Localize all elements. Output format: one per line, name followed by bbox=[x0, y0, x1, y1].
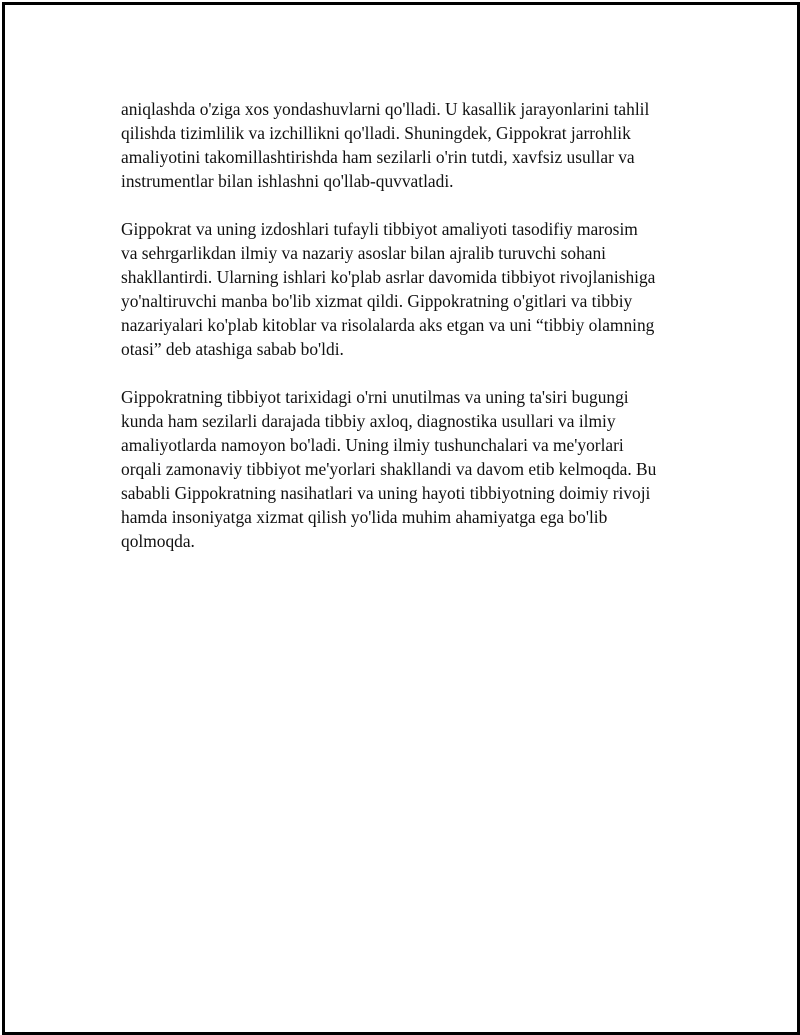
paragraph-1: aniqlashda o'ziga xos yondashuvlarni qo'lladi. U kasallik jarayonlarini tahlil qilishda tizimlilik va izchillikni qo'lladi. Shuningdek, Gippokrat jarrohlik amaliyotini takomillashtirishda ham sezilarli o'rin tutdi, xavfsiz usullar va instrumentlar bilan ishlashni qo'llab-quvvatladi. bbox=[121, 99, 650, 191]
page-frame bbox=[2, 2, 800, 1035]
paragraph-2: Gippokrat va uning izdoshlari tufayli tibbiyot amaliyoti tasodifiy marosim va sehrgarlikdan ilmiy va nazariy asoslar bilan ajralib turuvchi sohani shakllantirdi. Ularning ishlari ko'plab asrlar davomida tibbiyot rivojlanishiga yo'naltiruvchi manba bo'lib xizmat qildi. Gippokratning o'gitlari va tibbiy nazariyalari ko'plab kitoblar va risolalarda aks etgan va uni “tibbiy olamning otasi” deb atashiga sabab bo'ldi. bbox=[121, 219, 656, 359]
document-body bbox=[121, 97, 701, 577]
paragraph-3: Gippokratning tibbiyot tarixidagi o'rni unutilmas va uning ta'siri bugungi kunda ham sezilarli darajada tibbiy axloq, diagnostika usullari va ilmiy amaliyotlarda namoyon bo'ladi. Uning ilmiy tushunchalari va me'yorlari orqali zamonaviy tibbiyot me'yorlari shakllandi va davom etib kelmoqda. Bu sababli Gippokratning nasihatlari va uning hayoti tibbiyotning doimiy rivoji hamda insoniyatga xizmat qilish yo'lida muhim ahamiyatga ega bo'lib qolmoqda. bbox=[121, 387, 657, 551]
